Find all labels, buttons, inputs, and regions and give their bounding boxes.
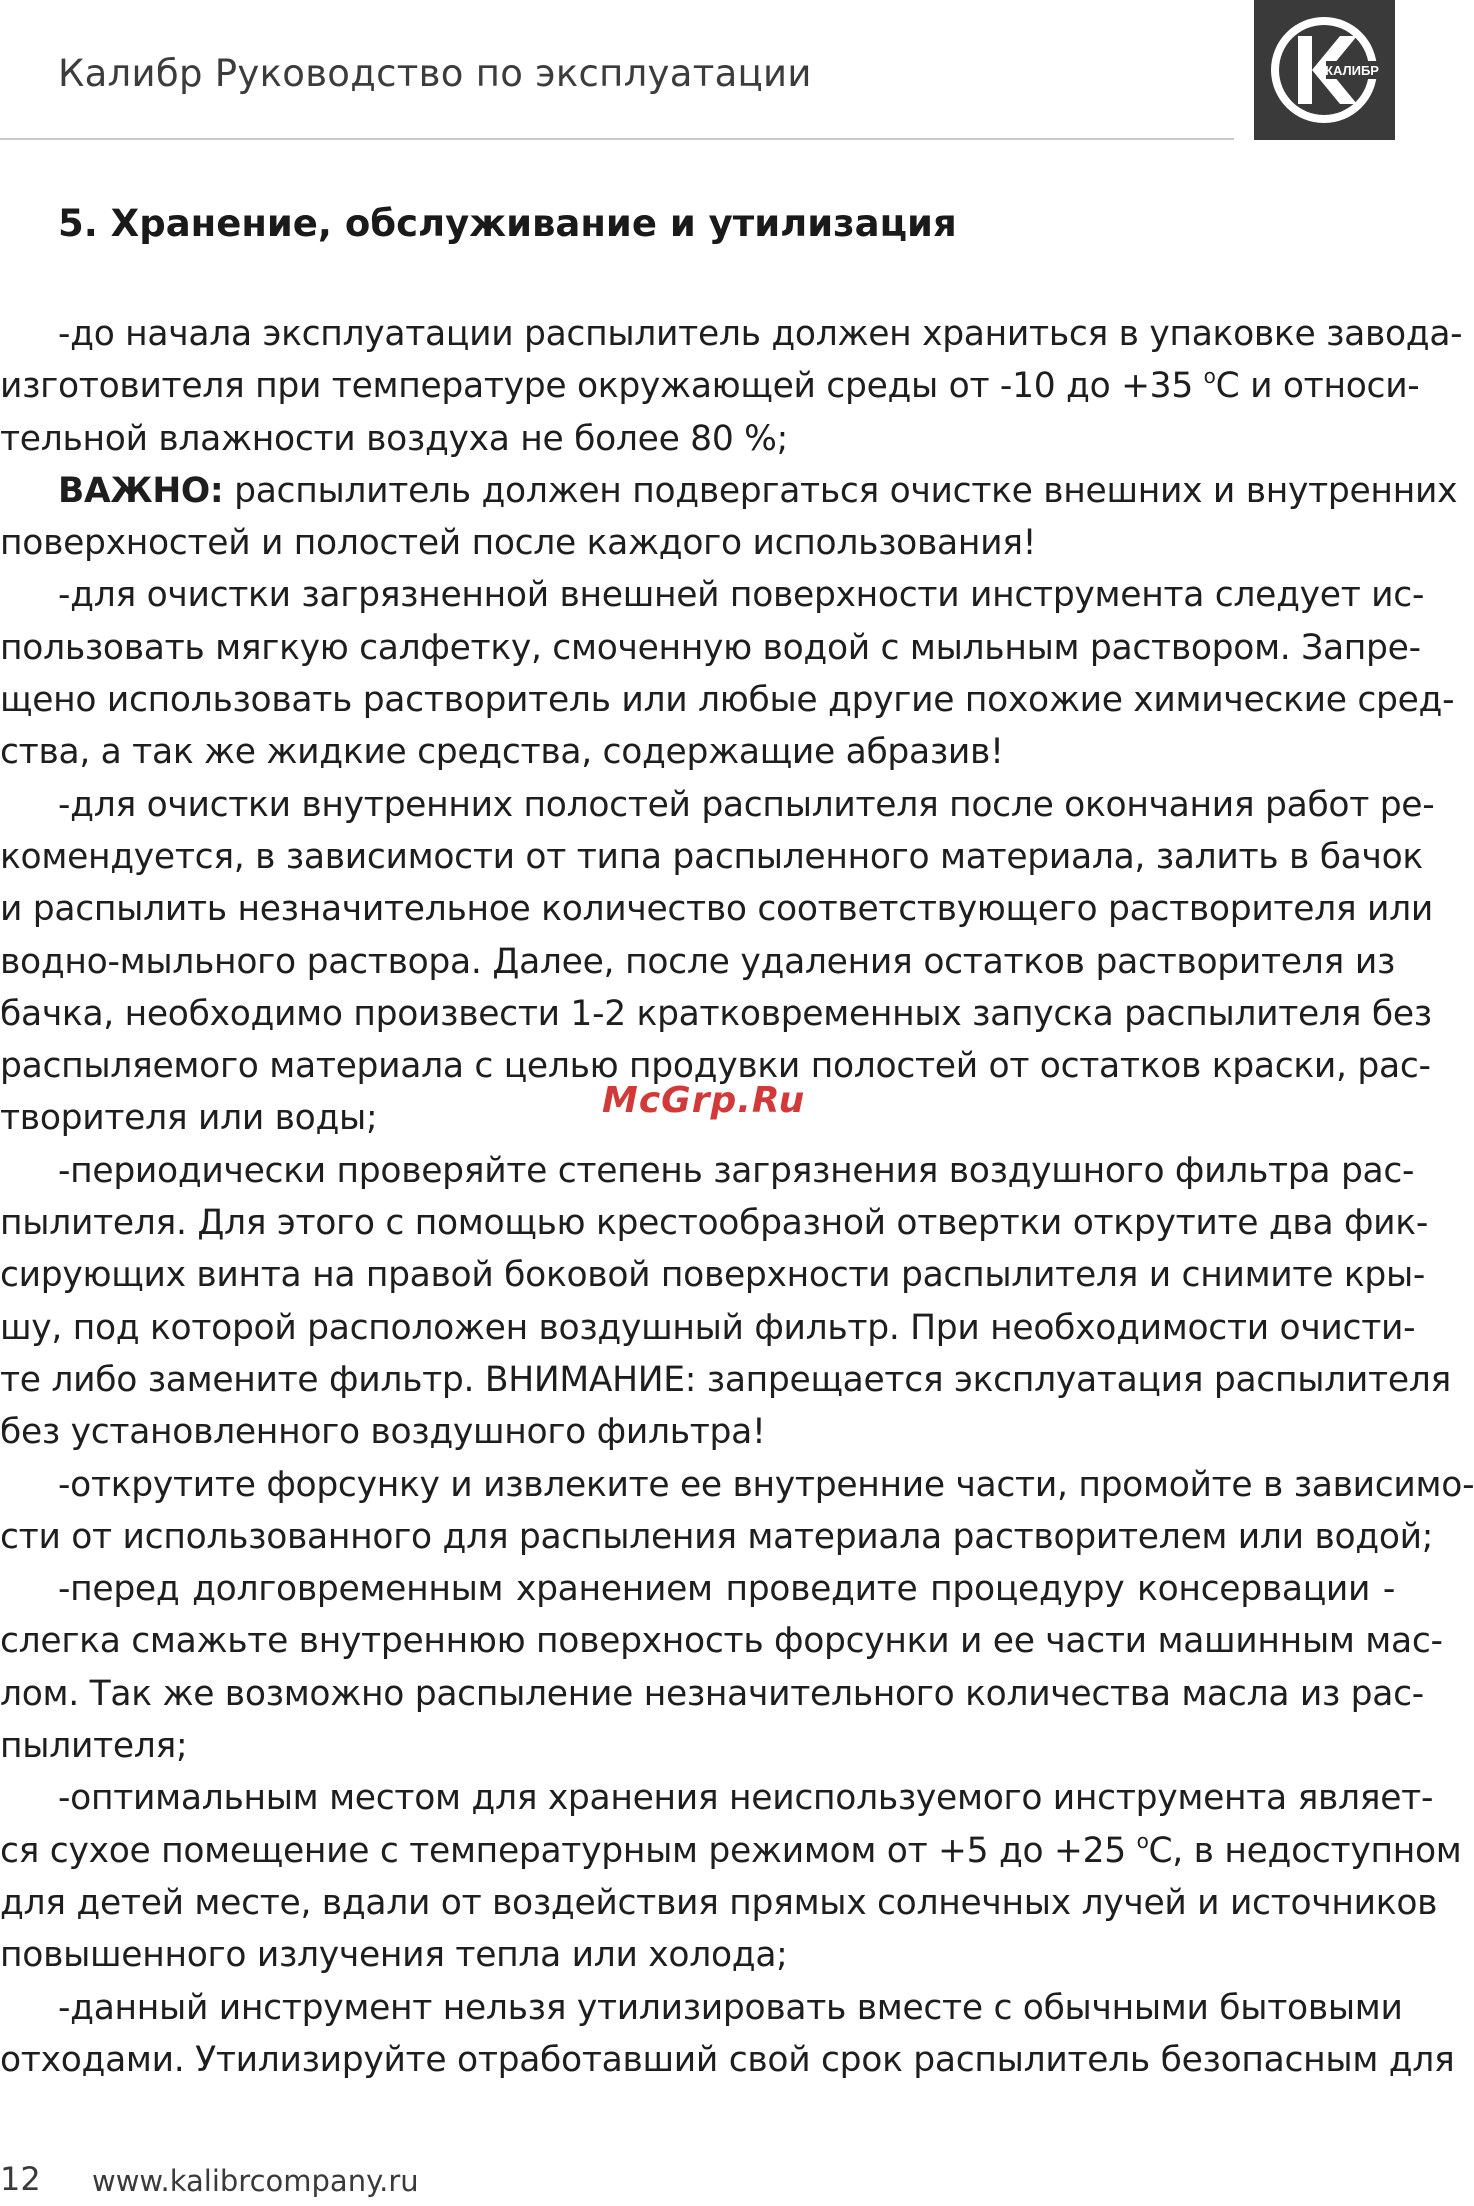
text-line: сти от использованного для распыления материала растворителем или водой; (0, 1516, 1434, 1557)
text-line: бачка, необходимо произвести 1-2 кратковременных запуска распылителя без (0, 993, 1432, 1034)
text-line: распыляемого материала с целью продувки полостей от остатков краски, рас- (0, 1046, 1431, 1087)
text-line: поверхностей и полостей после каждого использования! (0, 523, 1037, 564)
footer-url: www.kalibrcompany.ru (92, 2164, 419, 2198)
text-line: пылителя. Для этого с помощью крестообразной отвертки открутите два фик- (0, 1203, 1428, 1244)
header-title: Калибр Руководство по эксплуатации (58, 52, 812, 95)
header-divider (0, 138, 1234, 140)
text-line-part: С и относи- (1215, 366, 1420, 407)
text-line (0, 360, 1420, 412)
text-line: -для очистки внутренних полостей распылителя после окончания работ ре- (58, 784, 1435, 825)
text-line: лом. Так же возможно распыление незначительного количества масла из рас- (0, 1673, 1424, 1714)
degree-sign: о (1136, 1828, 1149, 1853)
text-line: пользовать мягкую салфетку, смоченную водой с мыльным раствором. Запре- (0, 627, 1421, 668)
text-line: -периодически проверяйте степень загрязнения воздушного фильтра рас- (58, 1150, 1415, 1191)
text-line-part: распылитель должен подвергаться очистке внешних и внутренних (234, 470, 1458, 511)
text-line: без установленного воздушного фильтра! (0, 1412, 766, 1453)
text-line (0, 1825, 1462, 1877)
kalibr-logo-icon (1254, 0, 1395, 140)
text-line: и распылить незначительное количество соответствующего растворителя или (0, 889, 1434, 930)
text-line: для детей месте, вдали от воздействия прямых солнечных лучей и источников (0, 1882, 1438, 1923)
text-line (0, 465, 1458, 517)
text-line: комендуется, в зависимости от типа распыленного материала, залить в бачок (0, 836, 1423, 877)
text-line: слегка смажьте внутреннюю поверхность форсунки и ее части машинным мас- (0, 1621, 1443, 1662)
body-text (0, 308, 1474, 2086)
text-line: -для очистки загрязненной внешней поверхности инструмента следует ис- (58, 575, 1425, 616)
text-line: тельной влажности воздуха не более 80 %; (0, 418, 788, 459)
text-line-part: ся сухое помещение с температурным режимом от +5 до +25 (0, 1830, 1126, 1871)
text-line: -оптимальным местом для хранения неиспользуемого инструмента являет- (58, 1778, 1434, 1819)
text-line: творителя или воды; (0, 1098, 378, 1139)
text-line-part: изготовителя при температуре окружающей среды от -10 до +35 (0, 366, 1193, 407)
important-label: ВАЖНО: (58, 470, 224, 511)
text-line: шу, под которой расположен воздушный фильтр. При необходимости очисти- (0, 1307, 1416, 1348)
text-line: -открутите форсунку и извлеките ее внутренние части, промойте в зависимо- (58, 1464, 1474, 1505)
kalibr-logo (1254, 0, 1395, 140)
section-heading: 5. Хранение, обслуживание и утилизация (58, 202, 957, 245)
page-number: 12 (0, 2160, 41, 2198)
text-line: ства, а так же жидкие средства, содержащие абразив! (0, 732, 1004, 773)
text-line: -до начала эксплуатации распылитель должен храниться в упаковке завода- (58, 314, 1463, 354)
text-line: -перед долговременным хранением проведите процедуру консервации - (58, 1569, 1395, 1610)
text-line: отходами. Утилизируйте отработавший свой срок распылитель безопасным для (0, 2039, 1455, 2080)
text-line: -данный инструмент нельзя утилизировать вместе с обычными бытовыми (58, 1987, 1403, 2028)
degree-sign: о (1203, 364, 1216, 389)
watermark: McGrp.Ru (602, 1080, 806, 1121)
text-line: пылителя; (0, 1726, 188, 1767)
text-line: сирующих винта на правой боковой поверхности распылителя и снимите кры- (0, 1255, 1426, 1296)
text-line-part: С, в недоступном (1148, 1830, 1462, 1871)
svg-text:КАЛИБР: КАЛИБР (1325, 63, 1379, 78)
text-line: щено использовать растворитель или любые другие похожие химические сред- (0, 680, 1455, 721)
text-line: водно-мыльного раствора. Далее, после удаления остатков растворителя из (0, 941, 1395, 982)
text-line: те либо замените фильтр. ВНИМАНИЕ: запрещается эксплуатация распылителя (0, 1359, 1451, 1400)
text-line: повышенного излучения тепла или холода; (0, 1935, 788, 1976)
